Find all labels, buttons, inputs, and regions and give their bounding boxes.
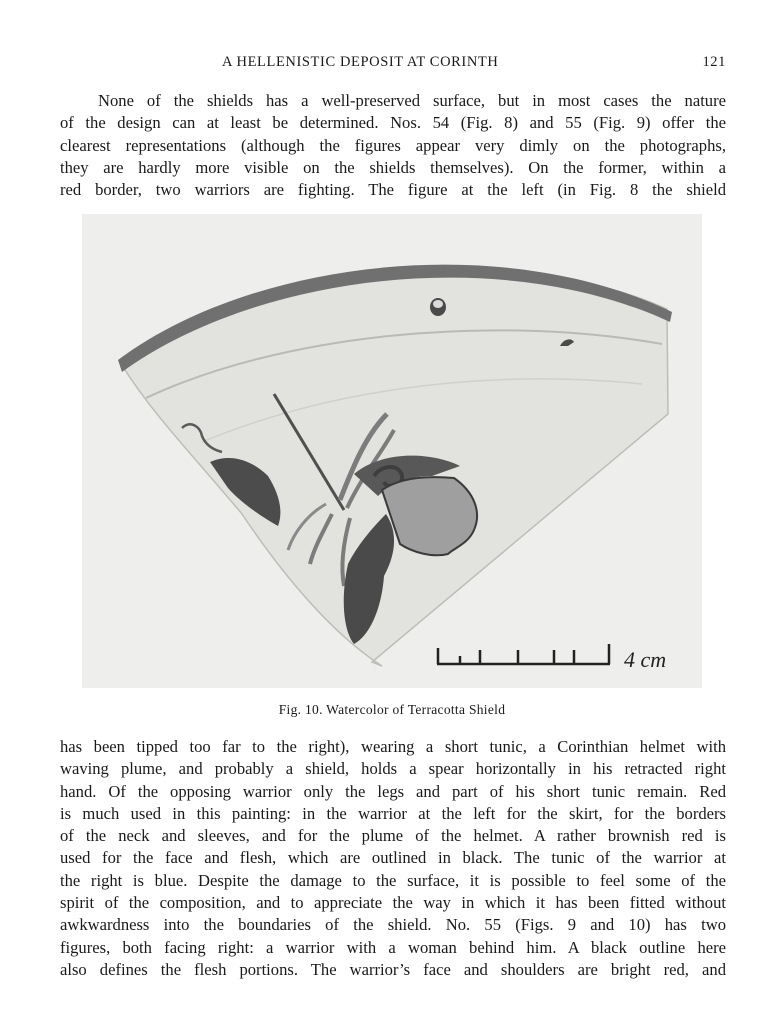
text-line: of the design can at least be determined. Nos. 54 (Fig. 8) and 55 (Fig. 9) offer the	[60, 113, 726, 133]
text-line: spirit of the composition, and to appreciate the way in which it has been fitted without	[60, 893, 726, 913]
shield-watercolor-figure	[82, 214, 702, 688]
text-line: hand. Of the opposing warrior only the legs and part of his short tunic remain. Red	[60, 781, 726, 801]
text-line: None of the shields has a well-preserved surface, but in most cases the nature	[98, 91, 726, 110]
scale-bar	[437, 644, 610, 664]
shield-fragment-illustration	[82, 214, 702, 688]
figure-caption: Fig. 10. Watercolor of Terracotta Shield	[278, 702, 506, 717]
text-line: figures, both facing right: a warrior with a woman behind him. A black outline here	[60, 937, 726, 957]
text-line: awkwardness into the boundaries of the shield. No. 55 (Figs. 9 and 10) has two	[60, 915, 726, 935]
text-line: red border, two warriors are fighting. The figure at the left (in Fig. 8 the shield	[60, 180, 726, 200]
paragraph-1	[60, 90, 726, 201]
text-line: is much used in this painting: in the warrior at the left for the skirt, for the borders	[60, 803, 726, 823]
text-line: has been tipped too far to the right), wearing a short tunic, a Corinthian helmet with	[60, 737, 726, 756]
text-line: waving plume, and probably a shield, holds a spear horizontally in his retracted right	[60, 759, 726, 779]
text-line: also defines the flesh portions. The warrior’s face and shoulders are bright red, and	[60, 959, 726, 979]
scale-label: 4 cm	[624, 647, 667, 672]
text-line: they are hardly more visible on the shields themselves). On the former, within a	[60, 157, 726, 177]
text-line: clearest representations (although the figures appear very dimly on the photographs,	[60, 135, 726, 155]
text-line: of the neck and sleeves, and for the plume of the helmet. A rather brownish red is	[60, 826, 726, 846]
paragraph-2	[60, 736, 726, 981]
page-number: 121	[702, 54, 726, 70]
running-head-title: A HELLENISTIC DEPOSIT AT CORINTH	[222, 54, 499, 70]
text-line: used for the face and flesh, which are outlined in black. The tunic of the warrior at	[60, 848, 726, 868]
text-line: the right is blue. Despite the damage to the surface, it is possible to feel some of the	[60, 870, 726, 890]
